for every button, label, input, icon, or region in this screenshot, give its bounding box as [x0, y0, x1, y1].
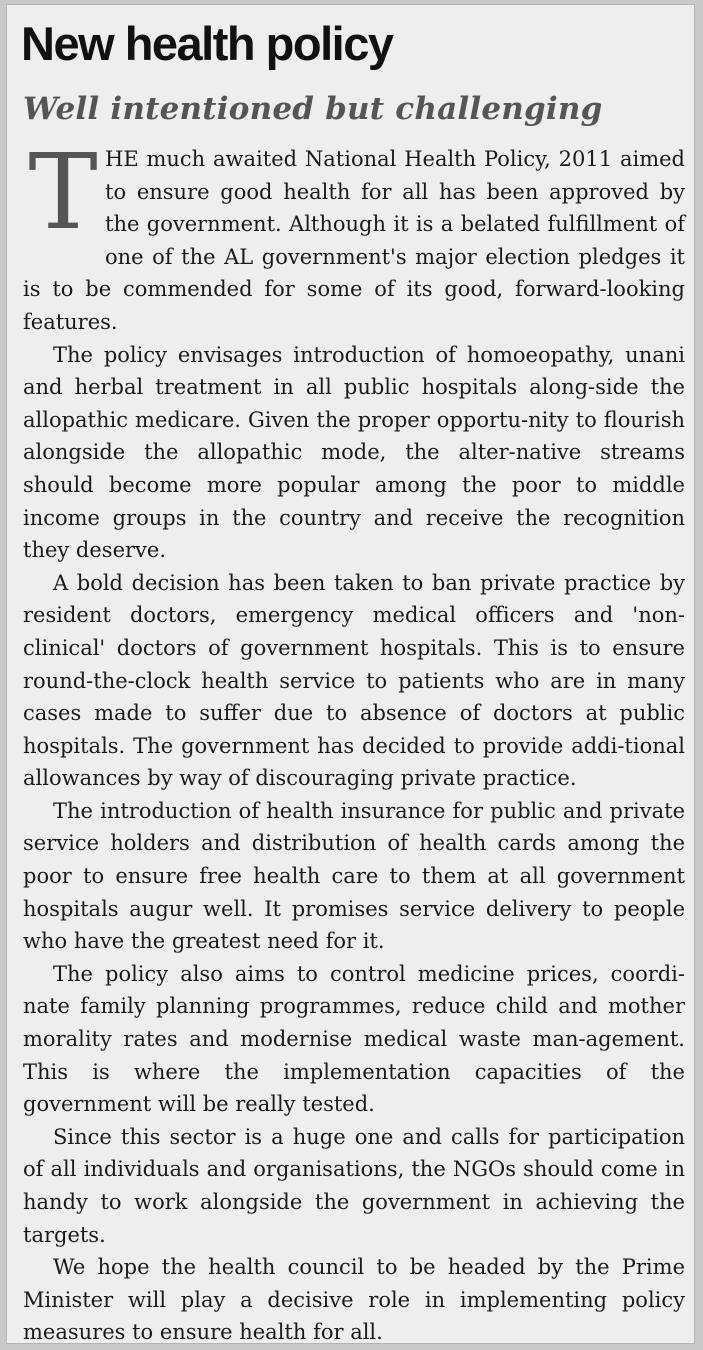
paragraph-1-text: HE much awaited National Health Policy, 2011 aimed to ensure good health for all has been approved by the government. Although it is a belated fulfillment of one of the AL government's major election pledges it is to be commended for some of its good, forward-looking features. [23, 147, 685, 334]
paragraph-3: A bold decision has been taken to ban private practice by resident doctors, emergency medical officers and 'non-clinical' doctors of government hospitals. This is to ensure round-the-clock health service to patients who are in many cases made to suffer due to absence of doctors at public hospitals. The government has decided to provide addi-tional allowances by way of discouraging private practice. [23, 570, 685, 791]
drop-cap: T [28, 131, 98, 253]
headline: New health policy [21, 17, 393, 70]
article-body [23, 131, 685, 1349]
newspaper-clipping [6, 4, 695, 1344]
paragraph-2: The policy envisages introduction of homoeopathy, unani and herbal treatment in all public hospitals along-side the allopathic medicare. Given the proper opportu-nity to flourish alongside the allopathic mode, the alter-native streams should become more popular among the poor to middle income groups in the country and receive the recognition they deserve. [23, 342, 685, 563]
subheadline: Well intentioned but challenging [23, 91, 603, 127]
paragraph-1 [23, 131, 685, 339]
paragraph-7: We hope the health council to be headed by the Prime Minister will play a decisive role in implementing policy measures to ensure health for all. [23, 1255, 685, 1345]
paragraph-4: The introduction of health insurance for public and private service holders and distribution of health cards among the poor to ensure free health care to them at all government hospitals augur well. It promises service delivery to people who have the greatest need for it. [23, 798, 685, 954]
paragraph-6: Since this sector is a huge one and calls for participation of all individuals and organisations, the NGOs should come in handy to work alongside the government in achieving the targets. [23, 1124, 685, 1247]
paragraph-5: The policy also aims to control medicine prices, coordi-nate family planning programmes, reduce child and mother morality rates and modernise medical waste man-agement. This is where the implementation capacities of the government will be really tested. [23, 961, 685, 1117]
